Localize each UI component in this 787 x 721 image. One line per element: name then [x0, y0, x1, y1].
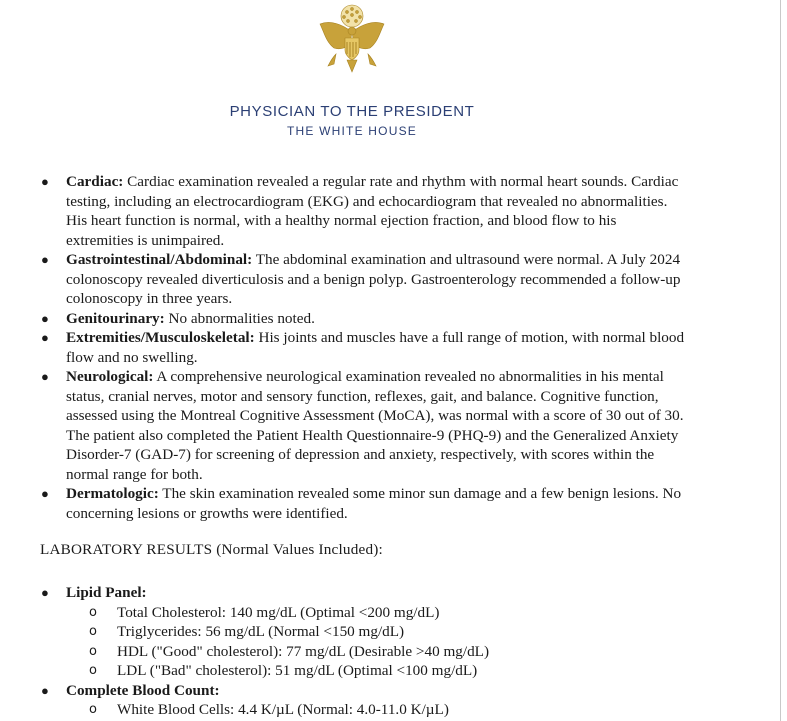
hollow-bullet-icon: o	[89, 604, 97, 620]
bullet-icon: ●	[41, 682, 49, 698]
sub-list-item	[0, 700, 787, 720]
finding-label: Dermatologic:	[66, 485, 159, 502]
finding-label: Genitourinary:	[66, 309, 165, 327]
bullet-icon: ●	[41, 310, 49, 326]
hollow-bullet-icon: o	[89, 702, 97, 717]
lab-value: Total Cholesterol: 140 mg/dL (Optimal <200 mg/dL)	[117, 603, 440, 621]
lab-results-heading: LABORATORY RESULTS (Normal Values Included):	[40, 541, 383, 558]
exam-findings	[0, 172, 787, 523]
list-item	[0, 367, 787, 484]
finding-text: A comprehensive neurological examination revealed no abnormalities in his mental status, cranial nerves, motor and sensory function, reflexes, gait, and balance. Cognitive function, assessed using the Montreal Cognitive Assessment (MoCA), was normal with a score of 30 out of 30. The patient also completed the Patient Health Questionnaire-9 (PHQ-9) and the Generalized Anxiety Disorder-7 (GAD-7) for screening of depression and anxiety, respectively, with scores within the normal range for both.	[66, 368, 684, 483]
list-item	[0, 484, 787, 523]
list-item	[0, 309, 787, 329]
bullet-icon: ●	[41, 369, 49, 384]
finding-label: Neurological:	[66, 368, 154, 385]
finding-label: Gastrointestinal/Abdominal:	[66, 251, 253, 268]
panel-label: Complete Blood Count:	[66, 681, 220, 699]
bullet-icon: ●	[41, 330, 49, 345]
sub-list-item	[0, 622, 787, 642]
lab-results	[0, 583, 787, 720]
hollow-bullet-icon: o	[89, 624, 97, 639]
list-item	[0, 681, 787, 701]
bullet-icon: ●	[41, 174, 49, 189]
letterhead-subtitle: THE WHITE HOUSE	[286, 124, 417, 138]
lab-value: HDL ("Good" cholesterol): 77 mg/dL (Desirable >40 mg/dL)	[117, 642, 490, 660]
lab-value: White Blood Cells: 4.4 K/µL (Normal: 4.0-11.0 K/µL)	[117, 701, 449, 718]
list-item	[0, 250, 787, 309]
finding-text: Cardiac examination revealed a regular rate and rhythm with normal heart sounds. Cardiac testing, including an electrocardiogram (EKG) and echocardiogram that revealed no abnormalities. His heart function is normal, with a healthy normal ejection fraction, and blood flow to his extremities is unimpaired.	[66, 173, 679, 249]
finding-text: No abnormalities noted.	[164, 309, 315, 327]
lab-value: LDL ("Bad" cholesterol): 51 mg/dL (Optimal <100 mg/dL)	[117, 662, 478, 679]
finding-text: The abdominal examination and ultrasound were normal. A July 2024 colonoscopy revealed diverticulosis and a benign polyp. Gastroenterology recommended a follow-up colonoscopy in three years.	[66, 251, 681, 307]
lab-value: Triglycerides: 56 mg/dL (Normal <150 mg/dL)	[117, 623, 405, 640]
letterhead-title: PHYSICIAN TO THE PRESIDENT	[229, 103, 475, 120]
sub-list-item	[0, 603, 787, 623]
finding-label: Extremities/Musculoskeletal:	[66, 329, 255, 346]
list-item	[0, 172, 787, 250]
bullet-icon: ●	[41, 486, 49, 501]
finding-text: His joints and muscles have a full range of motion, with normal blood flow and no swelling.	[66, 329, 685, 366]
hollow-bullet-icon: o	[89, 663, 97, 678]
presidential-seal-icon	[312, 2, 392, 78]
finding-label: Cardiac:	[66, 173, 124, 190]
finding-text: The skin examination revealed some minor sun damage and a few benign lesions. No concerning lesions or growths were identified.	[66, 485, 682, 522]
bullet-icon: ●	[41, 252, 49, 267]
bullet-icon: ●	[41, 585, 49, 600]
panel-label: Lipid Panel:	[66, 584, 147, 601]
list-item	[0, 583, 787, 603]
hollow-bullet-icon: o	[89, 643, 97, 659]
sub-list-item	[0, 661, 787, 681]
sub-list-item	[0, 642, 787, 662]
list-item	[0, 328, 787, 367]
